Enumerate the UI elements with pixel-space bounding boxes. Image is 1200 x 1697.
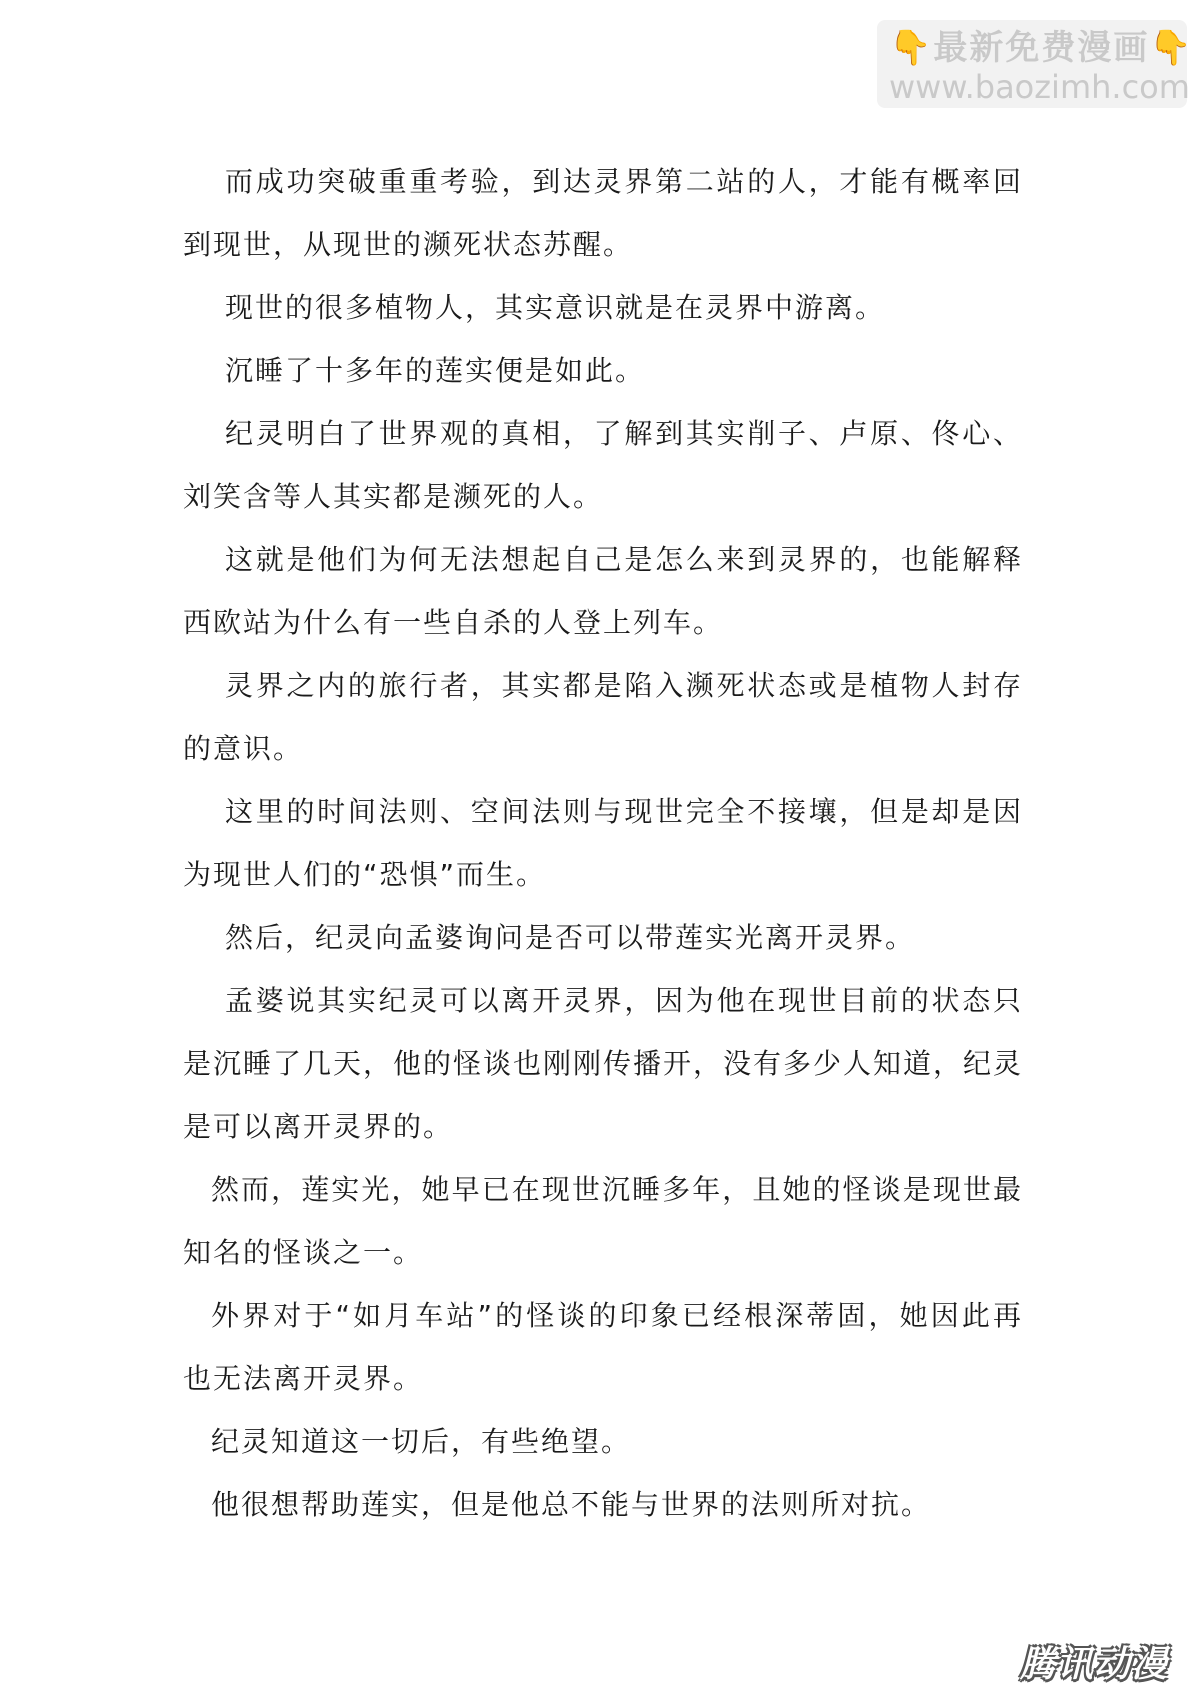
paragraph: 沉睡了十多年的莲实便是如此。 (225, 354, 646, 387)
tencent-comics-logo: 腾讯动漫 (1019, 1644, 1168, 1685)
pointing-down-hand-icon: 👇 (889, 28, 934, 68)
paragraph: 孟婆说其实纪灵可以离开灵界，因为他在现世目前的状态只是沉睡了几天，他的怪谈也刚刚传播开，没有多少人知道，纪灵是可以离开灵界的。 (183, 984, 1024, 1143)
paragraph: 灵界之内的旅行者，其实都是陷入濒死状态或是植物人封存的意识。 (183, 669, 1023, 765)
paragraph: 这就是他们为何无法想起自己是怎么来到灵界的，也能解释西欧站为什么有一些自杀的人登上列车。 (183, 543, 1023, 639)
pointing-down-hand-icon: 👇 (1149, 28, 1194, 68)
paragraph: 纪灵知道这一切后，有些绝望。 (211, 1425, 632, 1458)
baozimh-watermark (877, 20, 1194, 108)
paragraph: 现世的很多植物人，其实意识就是在灵界中游离。 (225, 291, 886, 324)
paragraph: 纪灵明白了世界观的真相，了解到其实削子、卢原、佟心、刘笑含等人其实都是濒死的人。 (183, 417, 1023, 513)
paragraph: 而成功突破重重考验，到达灵界第二站的人，才能有概率回到现世，从现世的濒死状态苏醒。 (183, 165, 1023, 261)
paragraph: 他很想帮助莲实，但是他总不能与世界的法则所对抗。 (211, 1488, 932, 1521)
paragraph: 然后，纪灵向孟婆询问是否可以带莲实光离开灵界。 (225, 921, 916, 954)
paragraph: 这里的时间法则、空间法则与现世完全不接壤，但是却是因为现世人们的“恐惧”而生。 (183, 795, 1023, 891)
watermark-url: www.baozimh.com (889, 68, 1190, 106)
watermark-title: 最新免费漫画 (933, 28, 1150, 68)
paragraph: 外界对于“如月车站”的怪谈的印象已经根深蒂固，她因此再也无法离开灵界。 (183, 1299, 1023, 1395)
article-body (183, 150, 1023, 1536)
paragraph: 然而，莲实光，她早已在现世沉睡多年，且她的怪谈是现世最知名的怪谈之一。 (183, 1173, 1023, 1269)
